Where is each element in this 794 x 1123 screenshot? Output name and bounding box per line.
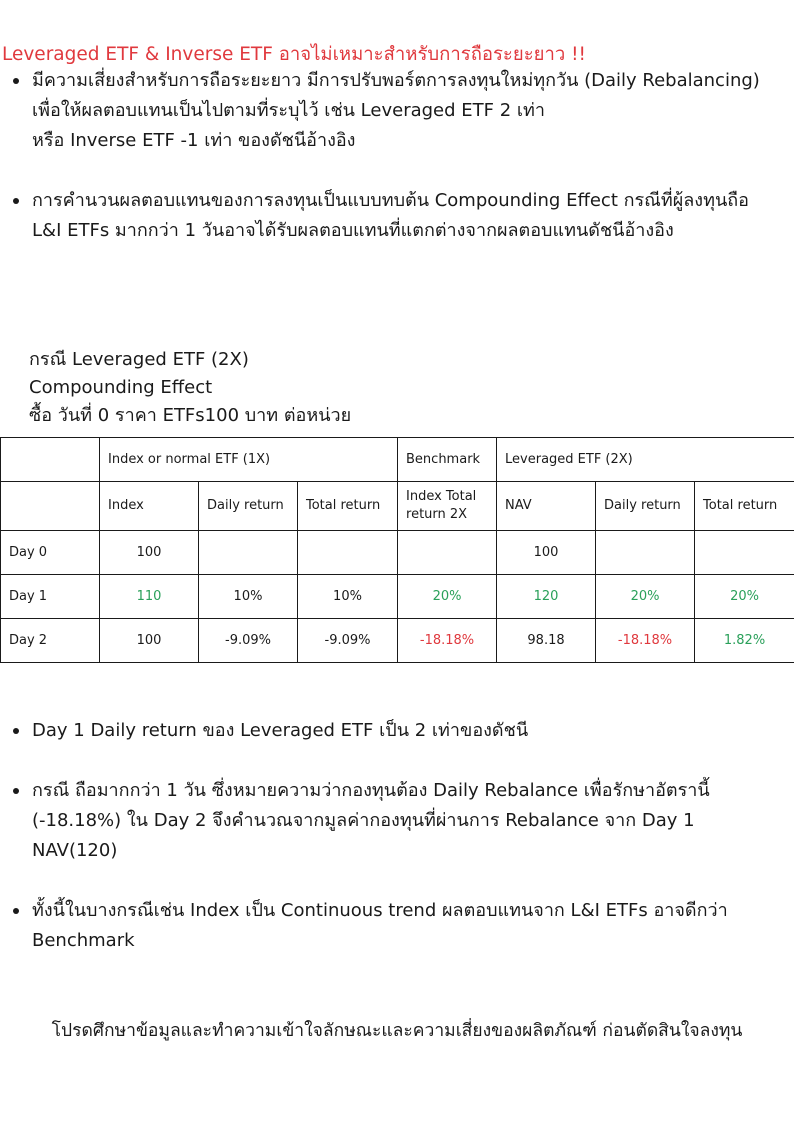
case-line-title: กรณี Leveraged ETF (2X) [29, 349, 249, 370]
cell-total-return-2x: 20% [695, 575, 794, 619]
case-line-effect: Compounding Effect [29, 377, 213, 398]
cell-benchmark [398, 531, 497, 575]
bullet-line: การคำนวนผลตอบแทนของการลงทุนเป็นแบบทบต้น Compounding Effect กรณีที่ผู้ลงทุนถือ [32, 190, 749, 211]
intro-bullet-list [0, 66, 794, 156]
cell-total-return-1x: 10% [298, 575, 398, 619]
table-corner-cell [1, 438, 100, 482]
table-day-header-cell [1, 482, 100, 531]
table-group-header-row [1, 438, 794, 482]
cell-daily-return-1x [199, 531, 298, 575]
bullet-line: ทั้งนี้ในบางกรณีเช่น Index เป็น Continuous trend ผลตอบแทนจาก L&I ETFs อาจดีกว่า [32, 900, 728, 921]
table-row [1, 619, 794, 663]
group-header-benchmark: Benchmark [398, 438, 497, 482]
cell-index: 100 [100, 531, 199, 575]
case-description [29, 346, 351, 430]
intro-bullet-list [0, 186, 794, 246]
explain-bullet-list [0, 716, 794, 746]
cell-nav: 100 [497, 531, 596, 575]
explain-bullet-list [0, 776, 794, 866]
cell-daily-return-1x: -9.09% [199, 619, 298, 663]
bullet-line: L&I ETFs มากกว่า 1 วันอาจได้รับผลตอบแทนที่แตกต่างจากผลตอบแทนดัชนีอ้างอิง [32, 220, 674, 241]
column-header-index: Index [100, 482, 199, 531]
bullet-line: เพื่อให้ผลตอบแทนเป็นไปตามที่ระบุไว้ เช่น Leveraged ETF 2 เท่า [32, 100, 546, 121]
bullet-line: (-18.18%) ใน Day 2 จึงคำนวณจากมูลค่ากองทุนที่ผ่านการ Rebalance จาก Day 1 [32, 810, 695, 831]
intro-bullet-rebalancing [0, 66, 794, 156]
cell-benchmark: -18.18% [398, 619, 497, 663]
bullet-line: มีความเสี่ยงสำหรับการถือระยะยาว มีการปรับพอร์ตการลงทุนใหม่ทุกวัน (Daily Rebalancing) [32, 70, 760, 91]
table-column-header-row [1, 482, 794, 531]
comparison-table [0, 437, 794, 663]
cell-index: 100 [100, 619, 199, 663]
cell-total-return-1x: -9.09% [298, 619, 398, 663]
column-header-total-return-1x: Total return [298, 482, 398, 531]
footer-disclaimer: โปรดศึกษาข้อมูลและทำความเข้าใจลักษณะและความเสี่ยงของผลิตภัณฑ์ ก่อนตัดสินใจลงทุน [51, 1021, 743, 1041]
warning-title: Leveraged ETF & Inverse ETF อาจไม่เหมาะสำหรับการถือระยะยาว !! [2, 44, 586, 65]
bullet-line: หรือ Inverse ETF -1 เท่า ของดัชนีอ้างอิง [32, 130, 356, 151]
cell-daily-return-1x: 10% [199, 575, 298, 619]
bullet-line: Benchmark [32, 930, 135, 951]
row-day-label: Day 2 [1, 619, 100, 663]
intro-bullet-compounding [0, 186, 794, 246]
group-header-leveraged-etf: Leveraged ETF (2X) [497, 438, 794, 482]
row-day-label: Day 1 [1, 575, 100, 619]
column-header-daily-return-1x: Daily return [199, 482, 298, 531]
explain-bullet-list [0, 896, 794, 956]
cell-nav: 98.18 [497, 619, 596, 663]
cell-daily-return-2x: -18.18% [596, 619, 695, 663]
explain-bullet-trend [0, 896, 794, 956]
cell-total-return-1x [298, 531, 398, 575]
explain-bullet-day1 [0, 716, 794, 746]
cell-total-return-2x [695, 531, 794, 575]
cell-index: 110 [100, 575, 199, 619]
column-header-daily-return-2x: Daily return [596, 482, 695, 531]
row-day-label: Day 0 [1, 531, 100, 575]
bullet-line: กรณี ถือมากกว่า 1 วัน ซึ่งหมายความว่ากองทุนต้อง Daily Rebalance เพื่อรักษาอัตรานี้ [32, 780, 710, 801]
cell-nav: 120 [497, 575, 596, 619]
case-line-purchase: ซื้อ วันที่ 0 ราคา ETFs100 บาท ต่อหน่วย [29, 405, 352, 426]
explain-bullet-rebalance [0, 776, 794, 866]
bullet-line: Day 1 Daily return ของ Leveraged ETF เป็น 2 เท่าของดัชนี [32, 720, 529, 741]
group-header-normal-etf: Index or normal ETF (1X) [100, 438, 398, 482]
cell-benchmark: 20% [398, 575, 497, 619]
column-header-benchmark: Index Total return 2X [398, 482, 497, 531]
table-row [1, 531, 794, 575]
column-header-nav: NAV [497, 482, 596, 531]
bullet-line: NAV(120) [32, 840, 118, 861]
table-row [1, 575, 794, 619]
column-header-total-return-2x: Total return [695, 482, 794, 531]
cell-daily-return-2x: 20% [596, 575, 695, 619]
cell-total-return-2x: 1.82% [695, 619, 794, 663]
cell-daily-return-2x [596, 531, 695, 575]
